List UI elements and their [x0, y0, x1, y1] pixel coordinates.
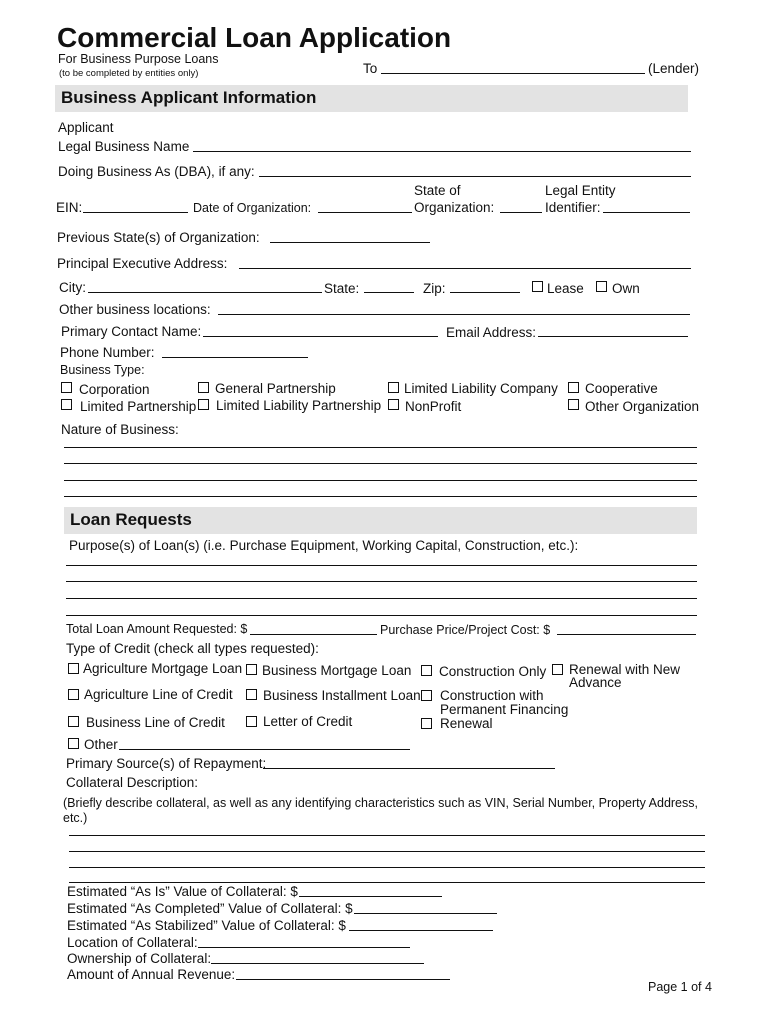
renewal-new-advance-label: Renewal with New [569, 662, 681, 677]
construction-perm-label-2: Permanent Financing [440, 702, 569, 717]
principal-address-label: Principal Executive Address: [57, 256, 228, 271]
collateral-line-3[interactable] [69, 867, 705, 868]
purchase-price-label: Purchase Price/Project Cost: $ [380, 623, 551, 637]
other-credit-field[interactable] [119, 749, 410, 750]
general-partnership-label: General Partnership [215, 381, 336, 396]
applicant-label: Applicant [58, 120, 114, 135]
construction-only-label: Construction Only [439, 664, 547, 679]
general-partnership-checkbox[interactable] [198, 382, 209, 393]
nature-line-2[interactable] [64, 463, 697, 464]
ag-line-checkbox[interactable] [68, 689, 79, 700]
state-field[interactable] [364, 292, 414, 293]
revenue-label: Amount of Annual Revenue: [67, 967, 236, 982]
as-stabilized-label: Estimated “As Stabilized” Value of Collateral: $ [67, 918, 346, 933]
other-org-label: Other Organization [585, 399, 700, 414]
page-title: Commercial Loan Application [57, 22, 452, 53]
ag-mortgage-label: Agriculture Mortgage Loan [83, 661, 243, 676]
nonprofit-label: NonProfit [405, 399, 462, 414]
total-requested-label: Total Loan Amount Requested: $ [66, 622, 248, 636]
as-stabilized-field[interactable] [349, 930, 493, 931]
city-label: City: [59, 280, 86, 295]
own-checkbox[interactable] [596, 281, 607, 292]
letter-credit-label: Letter of Credit [263, 714, 353, 729]
primary-contact-field[interactable] [203, 336, 438, 337]
llc-checkbox[interactable] [388, 382, 399, 393]
state-of-label: State of [414, 183, 461, 198]
nonprofit-checkbox[interactable] [388, 399, 399, 410]
repayment-field[interactable] [263, 768, 555, 769]
lender-field[interactable] [381, 73, 645, 74]
legal-name-label: Legal Business Name [58, 139, 190, 154]
email-field[interactable] [538, 336, 688, 337]
ownership-label: Ownership of Collateral: [67, 951, 212, 966]
biz-line-checkbox[interactable] [68, 716, 79, 727]
collateral-line-1[interactable] [69, 835, 705, 836]
purpose-line-2[interactable] [66, 581, 697, 582]
prev-state-label: Previous State(s) of Organization: [57, 230, 260, 245]
letter-credit-checkbox[interactable] [246, 716, 257, 727]
legal-entity-label: Legal Entity [545, 183, 616, 198]
business-section-header [55, 85, 688, 112]
cooperative-checkbox[interactable] [568, 382, 579, 393]
section-title: Business Applicant Information [61, 88, 317, 107]
biz-mortgage-label: Business Mortgage Loan [262, 663, 412, 678]
other-credit-checkbox[interactable] [68, 738, 79, 749]
renewal-new-advance-checkbox[interactable] [552, 664, 563, 675]
llp-checkbox[interactable] [198, 399, 209, 410]
renewal-checkbox[interactable] [421, 718, 432, 729]
nature-line-3[interactable] [64, 480, 697, 481]
state-org-field[interactable] [500, 212, 542, 213]
other-locations-field[interactable] [218, 314, 690, 315]
renewal-label: Renewal [440, 716, 493, 731]
construction-perm-checkbox[interactable] [421, 690, 432, 701]
llc-label: Limited Liability Company [404, 381, 558, 396]
biz-mortgage-checkbox[interactable] [246, 664, 257, 675]
legal-name-field[interactable] [193, 151, 691, 152]
location-field[interactable] [198, 947, 410, 948]
purpose-line-4[interactable] [66, 615, 697, 616]
city-field[interactable] [88, 292, 322, 293]
lease-label: Lease [547, 281, 584, 296]
primary-contact-label: Primary Contact Name: [61, 324, 202, 339]
nature-label: Nature of Business: [61, 422, 179, 437]
as-is-field[interactable] [299, 896, 442, 897]
purchase-price-field[interactable] [557, 634, 696, 635]
collateral-line-4[interactable] [69, 882, 705, 883]
total-requested-field[interactable] [250, 634, 377, 635]
corporation-label: Corporation [79, 382, 150, 397]
nature-line-4[interactable] [64, 496, 697, 497]
dba-label: Doing Business As (DBA), if any: [58, 164, 255, 179]
state-label: State: [324, 281, 360, 296]
construction-only-checkbox[interactable] [421, 665, 432, 676]
credit-type-label: Type of Credit (check all types requested): [66, 641, 319, 656]
biz-line-label: Business Line of Credit [86, 715, 225, 730]
as-completed-field[interactable] [354, 913, 497, 914]
llp-label: Limited Liability Partnership [216, 398, 382, 413]
dba-field[interactable] [259, 176, 691, 177]
subtitle-note: (to be completed by entities only) [59, 68, 199, 79]
date-org-label: Date of Organization: [193, 201, 312, 215]
lender-label: (Lender) [648, 61, 700, 76]
biz-installment-label: Business Installment Loan [263, 688, 421, 703]
other-locations-label: Other business locations: [59, 302, 211, 317]
to-label: To [363, 61, 378, 76]
as-is-label: Estimated “As Is” Value of Collateral: $ [67, 884, 298, 899]
organization-label: Organization: [414, 200, 495, 215]
collateral-desc-label: Collateral Description: [66, 775, 199, 790]
renewal-new-advance-label-2: Advance [569, 675, 622, 690]
ag-line-label: Agriculture Line of Credit [84, 687, 233, 702]
section-title: Loan Requests [70, 510, 192, 529]
ownership-field[interactable] [211, 963, 424, 964]
zip-label: Zip: [423, 281, 446, 296]
lease-checkbox[interactable] [532, 281, 543, 292]
limited-partnership-checkbox[interactable] [61, 399, 72, 410]
zip-field[interactable] [450, 292, 520, 293]
purpose-line-3[interactable] [66, 598, 697, 599]
business-type-label: Business Type: [60, 363, 145, 377]
identifier-label: Identifier: [545, 200, 601, 215]
page-number: Page 1 of 4 [648, 980, 712, 994]
phone-field[interactable] [162, 357, 308, 358]
subtitle: For Business Purpose Loans [58, 52, 219, 66]
loan-section-header [64, 507, 697, 534]
nature-line-1[interactable] [64, 447, 697, 448]
phone-label: Phone Number: [60, 345, 155, 360]
collateral-note-2: etc.) [63, 811, 88, 825]
other-org-checkbox[interactable] [568, 399, 579, 410]
ag-mortgage-checkbox[interactable] [68, 663, 79, 674]
biz-installment-checkbox[interactable] [246, 689, 257, 700]
prev-state-field[interactable] [270, 242, 430, 243]
construction-perm-label: Construction with [440, 688, 544, 703]
as-completed-label: Estimated “As Completed” Value of Collateral: $ [67, 901, 353, 916]
corporation-checkbox[interactable] [61, 382, 72, 393]
repayment-label: Primary Source(s) of Repayment: [66, 756, 267, 771]
cooperative-label: Cooperative [585, 381, 658, 396]
principal-address-field[interactable] [239, 268, 691, 269]
email-label: Email Address: [446, 325, 537, 340]
other-credit-label: Other [84, 737, 118, 752]
identifier-field[interactable] [603, 212, 690, 213]
purpose-label: Purpose(s) of Loan(s) (i.e. Purchase Equipment, Working Capital, Construction, etc.): [69, 538, 579, 553]
own-label: Own [612, 281, 640, 296]
revenue-field[interactable] [236, 979, 450, 980]
collateral-line-2[interactable] [69, 851, 705, 852]
ein-field[interactable] [83, 212, 188, 213]
location-label: Location of Collateral: [67, 935, 198, 950]
ein-label: EIN: [56, 200, 83, 215]
collateral-note: (Briefly describe collateral, as well as any identifying characteristics such as VIN, Serial Number, Property Address, [63, 796, 698, 810]
purpose-line-1[interactable] [66, 565, 697, 566]
limited-partnership-label: Limited Partnership [80, 399, 197, 414]
date-org-field[interactable] [318, 212, 412, 213]
